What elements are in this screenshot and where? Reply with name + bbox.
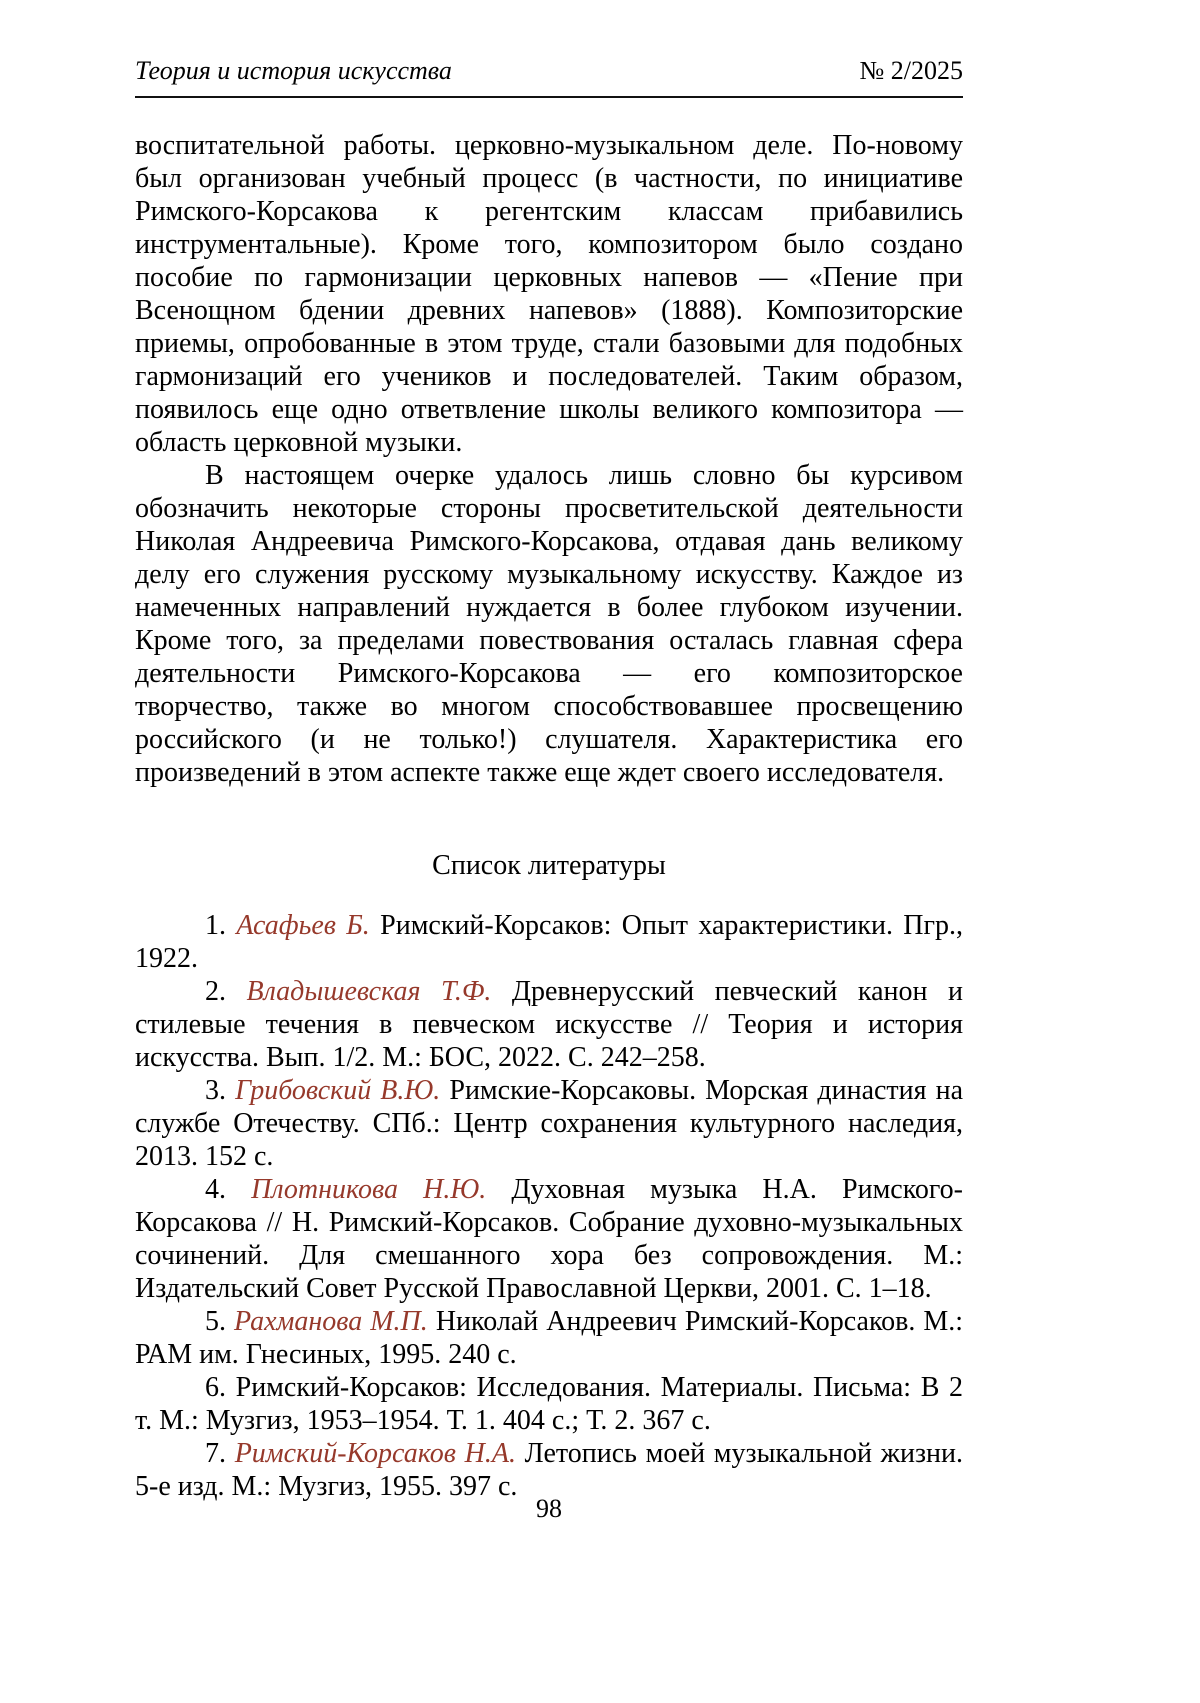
item-number: 6. (205, 1372, 226, 1403)
bibliography-item (135, 1173, 963, 1305)
page-number: 98 (536, 1494, 562, 1523)
article-body (135, 129, 963, 1503)
bibliography-item (135, 1371, 963, 1437)
item-number: 4. (205, 1174, 226, 1205)
body-paragraph: В настоящем очерке удалось лишь словно бы курсивом обозначить некоторые стороны просветительской деятельности Николая Андреевича Римского-Корсакова, отдавая дань великому делу его служения русскому музыкальному искусству. Каждое из намеченных направлений нуждается в более глубоком изучении. Кроме того, за пределами повествования осталась главная сфера деятельности Римского-Корсакова — его композиторское творчество, также во многом способствовавшее просвещению российского (и не только!) слушателя. Характеристика его произведений в этом аспекте также еще ждет своего исследователя. (135, 460, 963, 788)
journal-title: Теория и история искусства (135, 56, 452, 85)
item-text: Римские-Корсаковы. Морская династия на службе Отечеству. СПб.: Центр сохранения культурного наследия, 2013. 152 с. (135, 1075, 963, 1172)
bibliography-item (135, 975, 963, 1074)
item-text: Римский-Корсаков: Исследования. Материалы. Письма: В 2 т. М.: Музгиз, 1953–1954. Т. 1. 404 с.; Т. 2. 367 с. (135, 1372, 963, 1436)
item-author: Грибовский В.Ю. (235, 1075, 441, 1106)
bibliography-list (135, 909, 963, 1503)
item-number: 1. (205, 910, 226, 941)
item-author: Плотникова Н.Ю. (251, 1174, 487, 1205)
item-text: Духовная музыка Н.А. Римского-Корсакова // Н. Римский-Корсаков. Собрание духовно-музыкальных сочинений. Для смешанного хора без сопровождения. М.: Издательский Совет Русской Православной Церкви, 2001. С. 1–18. (135, 1174, 964, 1304)
header-rule (135, 96, 963, 98)
bibliography-heading: Список литературы (432, 850, 666, 881)
bibliography-item (135, 1074, 963, 1173)
bibliography-item (135, 1305, 963, 1371)
item-number: 5. (205, 1306, 226, 1337)
item-number: 3. (205, 1075, 226, 1106)
item-text: Николай Андреевич Римский-Корсаков. М.: РАМ им. Гнесиных, 1995. 240 с. (135, 1306, 964, 1370)
item-text: Древнерусский певческий канон и стилевые течения в певческом искусстве // Теория и история искусства. Вып. 1/2. М.: БОС, 2022. С. 242–258. (135, 976, 964, 1073)
bibliography-item (135, 909, 963, 975)
item-author: Римский-Корсаков Н.А. (234, 1438, 516, 1469)
item-text: Римский-Корсаков: Опыт характеристики. Пгр., 1922. (135, 910, 963, 974)
item-author: Владышевская Т.Ф. (246, 976, 492, 1007)
item-number: 2. (205, 976, 226, 1007)
item-author: Рахманова М.П. (234, 1306, 428, 1337)
body-paragraph: воспитательной работы. церковно-музыкальном деле. По-новому был организован учебный процесс (в частности, по инициативе Римского-Корсакова к регентским классам прибавились инструментальные). Кроме того, композитором было создано пособие по гармонизации церковных напевов — «Пение при Всенощном бдении древних напевов» (1888). Композиторские приемы, опробованные в этом труде, стали базовыми для подобных гармонизаций его учеников и последователей. Таким образом, появилось еще одно ответвление школы великого композитора — область церковной музыки. (135, 130, 963, 458)
running-header (135, 56, 963, 96)
page-content (135, 56, 963, 1503)
item-number: 7. (205, 1438, 226, 1469)
issue-number: № 2/2025 (859, 56, 963, 85)
item-author: Асафьев Б. (236, 910, 370, 941)
item-text: Летопись моей музыкальной жизни. 5-е изд. М.: Музгиз, 1955. 397 с. (135, 1438, 964, 1502)
